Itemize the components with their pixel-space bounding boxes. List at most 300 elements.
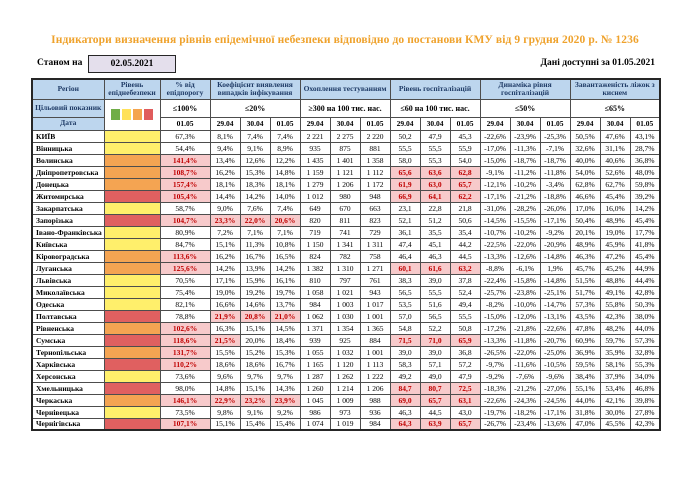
value-cell-coef-1: 15,3% — [240, 166, 270, 178]
value-cell-beds-2: 42,8% — [630, 286, 660, 298]
table-row — [32, 322, 660, 334]
table-row — [32, 358, 660, 370]
value-cell-dyn-2: -13,6% — [540, 418, 570, 430]
table-row — [32, 418, 660, 430]
value-cell-hosp-2: 62,8 — [450, 166, 480, 178]
value-cell-beds-1: 47,2% — [600, 250, 630, 262]
value-cell-dyn-2: -3,4% — [540, 178, 570, 190]
epidemic-level-cell — [104, 394, 160, 406]
value-cell-pct-0: 67,3% — [160, 130, 210, 142]
value-cell-beds-2: 42,3% — [630, 418, 660, 430]
value-cell-beds-0: 38,4% — [570, 370, 600, 382]
table-row — [32, 394, 660, 406]
value-cell-dyn-1: -15,5% — [510, 214, 540, 226]
date-header-hosp-2: 01.05 — [450, 117, 480, 130]
value-cell-coef-0: 16,2% — [210, 166, 240, 178]
value-cell-dyn-2: -7,1% — [540, 142, 570, 154]
value-cell-hosp-2: 21,8 — [450, 202, 480, 214]
value-cell-coef-2: 14,0% — [270, 190, 300, 202]
date-header-beds-1: 30.04 — [600, 117, 630, 130]
value-cell-beds-2: 39,2% — [630, 190, 660, 202]
value-cell-hosp-2: 44,2 — [450, 238, 480, 250]
value-cell-hosp-2: 63,1 — [450, 394, 480, 406]
value-cell-beds-0: 50,4% — [570, 214, 600, 226]
value-cell-beds-1: 48,9% — [600, 214, 630, 226]
value-cell-dyn-2: -25,0% — [540, 346, 570, 358]
value-cell-beds-1: 52,6% — [600, 166, 630, 178]
region-name-cell: Харківська — [32, 358, 104, 370]
table-row — [32, 166, 660, 178]
value-cell-test-2: 988 — [360, 394, 390, 406]
value-cell-coef-2: 12,2% — [270, 154, 300, 166]
value-cell-beds-2: 50,3% — [630, 298, 660, 310]
value-cell-beds-1: 40,6% — [600, 154, 630, 166]
value-cell-hosp-1: 39,0 — [420, 346, 450, 358]
value-cell-hosp-2: 63,2 — [450, 262, 480, 274]
value-cell-dyn-0: -17,1% — [480, 190, 510, 202]
value-cell-hosp-1: 35,5 — [420, 226, 450, 238]
value-cell-coef-1: 18,3% — [240, 178, 270, 190]
value-cell-hosp-1: 55,5 — [420, 286, 450, 298]
epidemic-level-cell — [104, 370, 160, 382]
value-cell-dyn-2: -18,8% — [540, 190, 570, 202]
value-cell-coef-0: 15,1% — [210, 238, 240, 250]
value-cell-coef-2: 18,1% — [270, 178, 300, 190]
epidemic-level-cell — [104, 202, 160, 214]
value-cell-hosp-2: 65,9 — [450, 334, 480, 346]
value-cell-pct-0: 78,8% — [160, 310, 210, 322]
value-cell-coef-0: 16,6% — [210, 298, 240, 310]
value-cell-coef-0: 17,1% — [210, 274, 240, 286]
value-cell-beds-2: 41,8% — [630, 238, 660, 250]
value-cell-test-1: 1 354 — [330, 322, 360, 334]
value-cell-test-2: 881 — [360, 142, 390, 154]
value-cell-test-0: 939 — [300, 334, 330, 346]
as-of-date-box[interactable]: 02.05.2021 — [88, 55, 176, 73]
value-cell-test-0: 1 150 — [300, 238, 330, 250]
value-cell-coef-0: 13,4% — [210, 154, 240, 166]
value-cell-dyn-1: -10,0% — [510, 298, 540, 310]
value-cell-dyn-1: -10,2% — [510, 178, 540, 190]
value-cell-pct-0: 110,2% — [160, 358, 210, 370]
value-cell-test-1: 1 032 — [330, 346, 360, 358]
target-value-dyn: ≤50% — [480, 99, 570, 117]
value-cell-dyn-2: -17,1% — [540, 406, 570, 418]
value-cell-beds-2: 43,1% — [630, 130, 660, 142]
table-row — [32, 250, 660, 262]
value-cell-test-1: 1 214 — [330, 382, 360, 394]
value-cell-test-0: 1 287 — [300, 370, 330, 382]
value-cell-dyn-1: -18,2% — [510, 406, 540, 418]
target-row-label: Цільовий показник — [32, 99, 104, 117]
value-cell-beds-2: 44,4% — [630, 274, 660, 286]
table-row — [32, 286, 660, 298]
value-cell-hosp-1: 55,3 — [420, 154, 450, 166]
value-cell-test-0: 1 159 — [300, 166, 330, 178]
value-cell-beds-1: 16,0% — [600, 202, 630, 214]
value-cell-hosp-1: 52,2 — [420, 322, 450, 334]
group-header-test: Охоплення тестуванням — [300, 79, 390, 99]
epidemic-level-cell — [104, 418, 160, 430]
value-cell-dyn-0: -22,6% — [480, 394, 510, 406]
value-cell-test-1: 980 — [330, 190, 360, 202]
table-row — [32, 238, 660, 250]
value-cell-beds-2: 14,2% — [630, 202, 660, 214]
as-of-label: Станом на — [37, 58, 83, 68]
value-cell-test-1: 1 120 — [330, 358, 360, 370]
value-cell-hosp-0: 52,1 — [390, 214, 420, 226]
region-name-cell: КИЇВ — [32, 130, 104, 142]
epidemic-level-cell — [104, 154, 160, 166]
value-cell-dyn-2: -20,9% — [540, 238, 570, 250]
value-cell-beds-2: 34,0% — [630, 370, 660, 382]
value-cell-coef-1: 9,7% — [240, 370, 270, 382]
value-cell-coef-1: 18,6% — [240, 358, 270, 370]
group-header-beds: Завантаженість ліжок з киснем — [570, 79, 660, 99]
table-header — [32, 79, 660, 130]
value-cell-hosp-0: 38,3 — [390, 274, 420, 286]
epidemic-level-cell — [104, 274, 160, 286]
value-cell-test-0: 1 260 — [300, 382, 330, 394]
value-cell-coef-0: 22,9% — [210, 394, 240, 406]
value-cell-dyn-0: -19,7% — [480, 406, 510, 418]
legend-swatch-3 — [144, 109, 153, 120]
target-value-hosp: ≤60 на 100 тис. нас. — [390, 99, 480, 117]
value-cell-beds-1: 35,9% — [600, 346, 630, 358]
value-cell-hosp-0: 58,3 — [390, 358, 420, 370]
epidemic-level-cell — [104, 166, 160, 178]
value-cell-dyn-1: -15,8% — [510, 274, 540, 286]
value-cell-hosp-1: 71,0 — [420, 334, 450, 346]
value-cell-beds-2: 39,8% — [630, 394, 660, 406]
value-cell-test-0: 1 435 — [300, 154, 330, 166]
value-cell-coef-1: 15,1% — [240, 322, 270, 334]
value-cell-test-0: 2 221 — [300, 130, 330, 142]
value-cell-beds-1: 45,9% — [600, 238, 630, 250]
value-cell-dyn-0: -22,6% — [480, 130, 510, 142]
legend-swatch-2 — [133, 109, 142, 120]
value-cell-test-2: 1 206 — [360, 382, 390, 394]
epidemic-level-cell — [104, 130, 160, 142]
table-row — [32, 346, 660, 358]
value-cell-coef-0: 9,6% — [210, 370, 240, 382]
value-cell-coef-2: 9,7% — [270, 370, 300, 382]
date-header-beds-2: 01.05 — [630, 117, 660, 130]
epidemic-level-cell — [104, 250, 160, 262]
epidemic-level-legend — [104, 99, 160, 130]
value-cell-beds-2: 27,8% — [630, 406, 660, 418]
value-cell-hosp-2: 65,7 — [450, 178, 480, 190]
value-cell-pct-0: 58,7% — [160, 202, 210, 214]
date-header-beds-0: 29.04 — [570, 117, 600, 130]
value-cell-test-0: 649 — [300, 202, 330, 214]
table-row — [32, 298, 660, 310]
region-name-cell: Івано-Франківська — [32, 226, 104, 238]
value-cell-coef-2: 14,5% — [270, 322, 300, 334]
value-cell-test-1: 1 401 — [330, 154, 360, 166]
value-cell-dyn-0: -22,4% — [480, 274, 510, 286]
value-cell-hosp-1: 46,3 — [420, 250, 450, 262]
value-cell-test-1: 670 — [330, 202, 360, 214]
value-cell-hosp-2: 65,7 — [450, 418, 480, 430]
value-cell-hosp-1: 65,7 — [420, 394, 450, 406]
table-row — [32, 262, 660, 274]
value-cell-pct-0: 118,6% — [160, 334, 210, 346]
value-cell-beds-1: 45,4% — [600, 190, 630, 202]
value-cell-beds-2: 38,0% — [630, 310, 660, 322]
value-cell-dyn-1: -18,7% — [510, 154, 540, 166]
value-cell-hosp-0: 57,0 — [390, 310, 420, 322]
target-value-beds: ≤65% — [570, 99, 660, 117]
value-cell-test-0: 820 — [300, 214, 330, 226]
value-cell-test-1: 797 — [330, 274, 360, 286]
value-cell-coef-2: 7,4% — [270, 130, 300, 142]
value-cell-beds-1: 62,7% — [600, 178, 630, 190]
value-cell-coef-1: 14,6% — [240, 298, 270, 310]
table-row — [32, 130, 660, 142]
date-header-coef-1: 30.04 — [240, 117, 270, 130]
value-cell-beds-0: 20,1% — [570, 226, 600, 238]
region-name-cell: Донецька — [32, 178, 104, 190]
value-cell-dyn-2: -13,1% — [540, 310, 570, 322]
value-cell-beds-1: 19,0% — [600, 226, 630, 238]
value-cell-hosp-2: 54,0 — [450, 154, 480, 166]
table-row — [32, 190, 660, 202]
value-cell-pct-0: 75,4% — [160, 286, 210, 298]
value-cell-dyn-1: -11,3% — [510, 142, 540, 154]
meta-row — [0, 55, 690, 73]
value-cell-hosp-1: 49,0 — [420, 370, 450, 382]
value-cell-pct-0: 70,5% — [160, 274, 210, 286]
value-cell-hosp-2: 36,8 — [450, 346, 480, 358]
value-cell-test-0: 719 — [300, 226, 330, 238]
epidemic-level-cell — [104, 178, 160, 190]
value-cell-beds-1: 48,2% — [600, 322, 630, 334]
value-cell-dyn-0: -9,2% — [480, 370, 510, 382]
value-cell-beds-2: 45,4% — [630, 250, 660, 262]
value-cell-test-2: 758 — [360, 250, 390, 262]
value-cell-dyn-0: -15,0% — [480, 154, 510, 166]
value-cell-coef-0: 9,4% — [210, 142, 240, 154]
value-cell-hosp-0: 60,1 — [390, 262, 420, 274]
value-cell-coef-0: 18,6% — [210, 358, 240, 370]
region-column-header: Регіон — [32, 79, 104, 99]
epidemic-level-cell — [104, 310, 160, 322]
value-cell-coef-1: 12,6% — [240, 154, 270, 166]
value-cell-coef-2: 20,6% — [270, 214, 300, 226]
value-cell-beds-2: 36,8% — [630, 154, 660, 166]
level-column-header: Рівень епіднебезпеки — [104, 79, 160, 99]
value-cell-beds-0: 44,0% — [570, 394, 600, 406]
value-cell-dyn-2: -27,0% — [540, 382, 570, 394]
value-cell-coef-1: 20,0% — [240, 334, 270, 346]
value-cell-hosp-1: 44,5 — [420, 406, 450, 418]
epidemic-level-cell — [104, 358, 160, 370]
value-cell-coef-2: 15,3% — [270, 346, 300, 358]
value-cell-coef-2: 16,7% — [270, 358, 300, 370]
value-cell-beds-1: 42,1% — [600, 394, 630, 406]
value-cell-test-0: 810 — [300, 274, 330, 286]
header-row-targets — [32, 99, 660, 117]
region-name-cell: Кіровоградська — [32, 250, 104, 262]
value-cell-hosp-1: 57,1 — [420, 358, 450, 370]
value-cell-test-2: 823 — [360, 214, 390, 226]
value-cell-coef-0: 16,3% — [210, 322, 240, 334]
value-cell-hosp-1: 63,9 — [420, 418, 450, 430]
value-cell-coef-0: 21,5% — [210, 334, 240, 346]
value-cell-coef-2: 23,9% — [270, 394, 300, 406]
value-cell-pct-0: 146,1% — [160, 394, 210, 406]
value-cell-hosp-1: 63,6 — [420, 166, 450, 178]
value-cell-beds-1: 42,3% — [600, 310, 630, 322]
value-cell-hosp-0: 54,8 — [390, 322, 420, 334]
date-header-dyn-2: 01.05 — [540, 117, 570, 130]
value-cell-dyn-0: -22,5% — [480, 238, 510, 250]
value-cell-hosp-1: 56,5 — [420, 310, 450, 322]
date-header-hosp-1: 30.04 — [420, 117, 450, 130]
table-row — [32, 154, 660, 166]
value-cell-dyn-2: -10,5% — [540, 358, 570, 370]
value-cell-hosp-0: 36,1 — [390, 226, 420, 238]
value-cell-dyn-1: -10,2% — [510, 226, 540, 238]
value-cell-beds-0: 51,5% — [570, 274, 600, 286]
value-cell-test-1: 1 003 — [330, 298, 360, 310]
value-cell-hosp-2: 55,5 — [450, 310, 480, 322]
value-cell-dyn-0: -13,3% — [480, 250, 510, 262]
value-cell-coef-1: 19,2% — [240, 286, 270, 298]
value-cell-beds-1: 45,2% — [600, 262, 630, 274]
target-value-coef: ≤20% — [210, 99, 300, 117]
epidemic-level-cell — [104, 262, 160, 274]
value-cell-coef-0: 7,2% — [210, 226, 240, 238]
value-cell-coef-0: 19,0% — [210, 286, 240, 298]
region-name-cell: Рівненська — [32, 322, 104, 334]
value-cell-hosp-0: 47,4 — [390, 238, 420, 250]
value-cell-test-0: 1 074 — [300, 418, 330, 430]
value-cell-coef-1: 9,1% — [240, 142, 270, 154]
value-cell-test-2: 1 001 — [360, 346, 390, 358]
value-cell-dyn-0: -9,7% — [480, 358, 510, 370]
header-row-groups — [32, 79, 660, 99]
epidemic-level-cell — [104, 406, 160, 418]
value-cell-test-2: 1 271 — [360, 262, 390, 274]
value-cell-test-0: 984 — [300, 298, 330, 310]
value-cell-hosp-1: 64,1 — [420, 190, 450, 202]
value-cell-beds-1: 48,8% — [600, 274, 630, 286]
epidemic-level-cell — [104, 286, 160, 298]
date-header-hosp-0: 29.04 — [390, 117, 420, 130]
indicators-table — [31, 78, 661, 431]
value-cell-dyn-1: -11,8% — [510, 334, 540, 346]
value-cell-dyn-2: -25,3% — [540, 130, 570, 142]
value-cell-dyn-2: -26,0% — [540, 202, 570, 214]
value-cell-test-2: 663 — [360, 202, 390, 214]
value-cell-hosp-1: 51,2 — [420, 214, 450, 226]
value-cell-dyn-1: -23,4% — [510, 418, 540, 430]
value-cell-hosp-0: 71,5 — [390, 334, 420, 346]
target-value-test: ≥300 на 100 тис. нас. — [300, 99, 390, 117]
value-cell-test-0: 1 012 — [300, 190, 330, 202]
value-cell-dyn-2: -14,7% — [540, 298, 570, 310]
value-cell-pct-0: 113,6% — [160, 250, 210, 262]
value-cell-test-0: 986 — [300, 406, 330, 418]
value-cell-dyn-1: -23,8% — [510, 286, 540, 298]
value-cell-pct-0: 80,9% — [160, 226, 210, 238]
region-name-cell: Сумська — [32, 334, 104, 346]
region-name-cell: Миколаївська — [32, 286, 104, 298]
value-cell-pct-0: 102,6% — [160, 322, 210, 334]
value-cell-test-2: 884 — [360, 334, 390, 346]
value-cell-coef-1: 13,9% — [240, 262, 270, 274]
region-name-cell: Житомирська — [32, 190, 104, 202]
region-name-cell: Запорізька — [32, 214, 104, 226]
value-cell-coef-0: 16,2% — [210, 250, 240, 262]
value-cell-test-2: 1 222 — [360, 370, 390, 382]
value-cell-hosp-1: 63,0 — [420, 178, 450, 190]
date-header-test-2: 01.05 — [360, 117, 390, 130]
table-row — [32, 334, 660, 346]
date-row-label: Дата — [32, 117, 104, 130]
value-cell-hosp-1: 22,8 — [420, 202, 450, 214]
value-cell-test-0: 935 — [300, 142, 330, 154]
value-cell-test-1: 1 009 — [330, 394, 360, 406]
value-cell-hosp-2: 43,0 — [450, 406, 480, 418]
value-cell-test-2: 1 113 — [360, 358, 390, 370]
value-cell-test-1: 1 121 — [330, 166, 360, 178]
value-cell-beds-1: 59,7% — [600, 334, 630, 346]
value-cell-beds-0: 40,0% — [570, 154, 600, 166]
value-cell-dyn-2: -14,8% — [540, 274, 570, 286]
value-cell-beds-1: 58,1% — [600, 358, 630, 370]
value-cell-hosp-2: 49,4 — [450, 298, 480, 310]
value-cell-coef-2: 16,1% — [270, 274, 300, 286]
page-title: Індикатори визначення рівнів епідемічної небезпеки відповідно до постанови КМУ від 9 грудня 2020 р. № 1236 — [51, 34, 639, 46]
value-cell-beds-1: 37,9% — [600, 370, 630, 382]
value-cell-test-2: 1 365 — [360, 322, 390, 334]
table-row — [32, 310, 660, 322]
value-cell-coef-1: 7,4% — [240, 130, 270, 142]
value-cell-hosp-0: 69,0 — [390, 394, 420, 406]
value-cell-coef-1: 14,2% — [240, 190, 270, 202]
value-cell-hosp-2: 50,6 — [450, 214, 480, 226]
value-cell-beds-0: 59,5% — [570, 358, 600, 370]
value-cell-hosp-0: 84,7 — [390, 382, 420, 394]
value-cell-dyn-0: -14,5% — [480, 214, 510, 226]
value-cell-beds-0: 47,0% — [570, 418, 600, 430]
value-cell-hosp-1: 47,9 — [420, 130, 450, 142]
value-cell-test-1: 2 275 — [330, 130, 360, 142]
value-cell-test-2: 1 172 — [360, 178, 390, 190]
value-cell-beds-0: 32,6% — [570, 142, 600, 154]
value-cell-test-1: 973 — [330, 406, 360, 418]
value-cell-test-1: 875 — [330, 142, 360, 154]
value-cell-dyn-2: 1,9% — [540, 262, 570, 274]
value-cell-dyn-0: -17,0% — [480, 142, 510, 154]
value-cell-dyn-2: -14,8% — [540, 250, 570, 262]
value-cell-test-2: 729 — [360, 226, 390, 238]
value-cell-dyn-2: -24,5% — [540, 394, 570, 406]
value-cell-coef-0: 15,1% — [210, 418, 240, 430]
value-cell-hosp-1: 55,5 — [420, 142, 450, 154]
epidemic-level-cell — [104, 142, 160, 154]
value-cell-coef-0: 14,4% — [210, 190, 240, 202]
date-header-test-0: 29.04 — [300, 117, 330, 130]
epidemic-level-cell — [104, 334, 160, 346]
value-cell-coef-1: 15,2% — [240, 346, 270, 358]
value-cell-pct-0: 141,4% — [160, 154, 210, 166]
region-name-cell: Луганська — [32, 262, 104, 274]
value-cell-hosp-2: 72,5 — [450, 382, 480, 394]
